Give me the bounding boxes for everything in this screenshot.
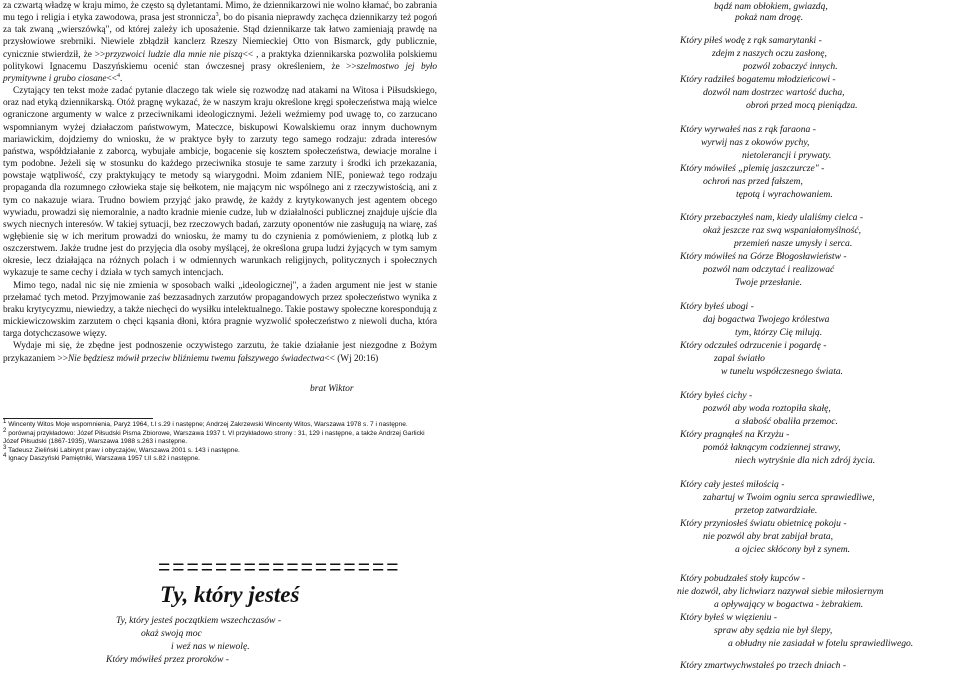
paragraph-2: Czytający ten tekst może zadać pytanie dlaczego tak wiele się rozwodzę nad atakami na Witosa i Piłsudskiego, oraz nad etyką dziennikarską. Otóż pragnę wykazać, że w naszym kraju określone kręgi społeczeństwa mają wielce ograniczone argumenty w walce z przeciwnikami ideologicznymi. Jeżeli weźmiemy pod uwagę to, co zarzucano wspomnianym wyżej działaczom państwowym, Mateczce, biskupowi Kowalskiemu oraz innym duchownym mariawickim, dojdziemy do wniosku, że w praktyce były to zarzuty tego samego rodzaju: zdrada interesów państwa, współdziałanie z zaborcą, wybujałe ambicje, bogacenie się kosztem społeczeństwa, dewiacje moralne i tym podobne. Jeżeli się w stosunku do każdego przeciwnika stosuje te same zarzuty i środki ich przekazania, powstaje wątpliwość, czy praktykujący te metody są wiarygodni. Moim zdaniem NIE, ponieważ tego rodzaju propaganda dla rozumnego człowieka staje się bełkotem, nie mającym nic wspólnego ani z rzeczywistością, ani z tym co nakazuje wiara. Trudno bowiem przyjąć jako prawdę, że każdy z krytykowanych jest agentem obcego wywiadu, prowadzi się niemoralnie, a nadto kradnie mienie cudze, lub w działalności publicznej znajduje ujście dla swych niecnych interesów. W takiej sytuacji, bez rzeczowych badań, zarzuty oponentów nie zasługują na wiarę, zaś wgłębienie się w ich meritum prowadzi do wniosku, że mamy tu do czynienia z pomówieniem, z plotką lub z oszczerstwem. Jakże trudne jest do przyjęcia dla osoby myślącej, że określona grupa ludzi żyjących w tym samym okresie, lecz działająca na różnych polach i w odmiennych warunkach religijnych, politycznych i społecznych wykazuje te same cechy i działa w tych samych intencjach. xyxy=(3,86,437,279)
poem-line: spraw aby sędzia nie był ślepy, xyxy=(714,625,833,636)
poem-line: Który odczułeś odrzucenie i pogardę - xyxy=(680,340,827,351)
poem-line: i weź nas w niewolę. xyxy=(171,641,250,652)
poem-line: Który mówiłeś na Górze Błogosławieństw - xyxy=(680,251,847,262)
poem-line: Który mówiłeś „plemię jaszczurcze" - xyxy=(680,163,825,174)
poem-line: Który cały jesteś miłością - xyxy=(680,479,785,490)
poem-line: tym, którzy Cię milują. xyxy=(735,327,823,338)
footnote-1: $^1$ Wincenty Witos Moje wspomnienia, Paryż 1964, t.I s.29 i następne; Andrzej Zakrzewski Wincenty Witos, Warszawa 1978 s. 7 i następne. xyxy=(3,418,408,428)
footnote-ref-4: 4 xyxy=(117,72,121,79)
poem-line: a obłudny nie zasiadał w fotelu sprawiedliwego. xyxy=(728,638,914,649)
footnote-3: $^3$ Tadeusz Zieliński Labirynt praw i obyczajów, Warszawa 2001 s. 143 i następne. xyxy=(3,444,240,454)
poem-line: pokaż nam drogę. xyxy=(735,12,804,23)
poem-line: pozwól zobaczyć innych. xyxy=(743,61,838,72)
footnote-4: $^4$ Ignacy Daszyński Pamiętniki, Warszawa 1957 t.II s.82 i następne. xyxy=(3,453,200,463)
poem-line: a ojciec skłócony był z synem. xyxy=(735,544,851,555)
poem-line: Który przebaczyłeś nam, kiedy ulaliśmy cielca - xyxy=(680,212,864,223)
poem-line: Który przyniosłeś światu obietnicę pokoju - xyxy=(680,518,847,529)
paragraph-3: Mimo tego, nadal nic się nie zmienia w sposobach walki „ideologicznej", a żaden argument nie jest w stanie przełamać tych metod. Przyjmowanie zaś bezzasadnych zarzutów propagandowych przez społeczeństwo wynika z braku krytycyzmu, niewiedzy, a także niechęci do wysiłku intelektualnego. Takie postawy społeczne korespondują z mickiewiczowskim zarzutem o chęci kąsania dłoni, która pragnie wyzwolić społeczeństwo z niewoli ducha, która targa dotychczasowe więzy. xyxy=(3,280,437,340)
poem-line: a opływający w bogactwa - żebrakiem. xyxy=(714,599,864,610)
poem-line: Który piłeś wodę z rąk samarytanki - xyxy=(680,35,822,46)
poem-line: pozwól aby woda roztopiła skałę, xyxy=(703,403,831,414)
footnote-divider xyxy=(3,418,153,419)
poem-line: pomóż łaknącym codziennej strawy, xyxy=(703,442,841,453)
section-separator: ================= xyxy=(158,556,401,579)
bismarck-quote: przyzwoici ludzie dla mnie nie piszą xyxy=(105,49,243,60)
poem-line: Ty, który jesteś początkiem wszechczasów - xyxy=(116,615,282,626)
poem-line: zdejm z naszych oczu zasłonę, xyxy=(712,48,827,59)
poem-line: zahartuj w Twoim ogniu serca sprawiedliwe, xyxy=(703,492,875,503)
poem-line: a słabość obaliła przemoc. xyxy=(735,416,838,427)
poem-line: Który mówiłeś przez proroków - xyxy=(106,654,229,665)
footnotes xyxy=(3,418,437,464)
poem-line: w tunelu współczesnego świata. xyxy=(721,366,844,377)
poem-line: zapal światło xyxy=(714,353,765,364)
poem-line: Który wyrwałeś nas z rąk faraona - xyxy=(680,124,816,135)
poem-line: ochroń nas przed fałszem, xyxy=(703,176,803,187)
poem-line: tępotą i wyrachowaniem. xyxy=(736,189,833,200)
poem-line: daj bogactwa Twojego królestwa xyxy=(703,314,830,325)
footnote-2: $^2$ porównaj przykładowo: Józef Piłsudski Pisma Zbiorowe, Warszawa 1937 t. VI przykładowo strony : 31, 129 i następne, a także Andrzej Garlicki Józef Piłsudski (1867-1935), Warszawa 1988 s.263 i następne. xyxy=(3,427,425,446)
poem-line: okaż swoją moc xyxy=(141,628,202,639)
poem-line: przetop zatwardziałe. xyxy=(735,505,818,516)
paragraph-1: za czwartą władzę w kraju mimo, że często są dyletantami. Mimo, że dziennikarzowi nie wolno kłamać, bo zabrania mu tego i religia i etyka zawodowa, prasa jest stronnicza$^3$, bo do pisania nieprawdy zachęca dziennikarzy też pogoń za tak zwaną „wierszówką", od której zależy ich uposażenie. Stąd dziennikarze tak łatwo zamieniają prawdę na przysłowiowe srebrniki. Niewiele zbłądził kanclerz Rzeszy Niemieckiej Otto von Bismarck, gdy publicznie, cynicznie stwierdził, że >>przyzwoici ludzie dla mnie nie piszą<< , a praktyka dziennikarska pozwoliła polskiemu politykowi Ignacemu Daszyńskiemu ocenić stan ówczesnej prasy określeniem, że >>szelmostwo jej było prymitywne i grubo ciosane<<$^4$. xyxy=(3,1,437,84)
main-text-column xyxy=(3,0,437,365)
poem-line: Który zmartwychwstałeś po trzech dniach - xyxy=(680,660,847,671)
poem-line: Twoje przesłanie. xyxy=(735,277,802,288)
poem-line: Który byłeś cichy - xyxy=(680,390,753,401)
poem-line: bądź nam obłokiem, gwiazdą, xyxy=(714,1,828,12)
poem-line: pozwól nam odczytać i realizować xyxy=(703,264,835,275)
poem-line: dozwól nam dostrzec wartość ducha, xyxy=(703,87,845,98)
poem-line: nietolerancji i prywaty. xyxy=(742,150,832,161)
main-prose xyxy=(3,0,437,365)
poem-line: nie dozwól, aby lichwiarz nazywał siebie miłosiernym xyxy=(677,586,884,597)
poem-line: okaż jeszcze raz swą wspaniałomyślność, xyxy=(703,225,862,236)
paragraph-4: Wydaje mi się, że zbędne jest podnoszenie oczywistego zarzutu, że takie działanie jest niezgodne z Bożym przykazaniem >>Nie będziesz mówił przeciw bliźniemu twemu fałszywego świadectwa<< (Wj 20:16) xyxy=(3,341,437,364)
poem-line: niech wytryśnie dla nich zdrój życia. xyxy=(735,455,876,466)
poem-line: wyrwij nas z okowów pychy, xyxy=(701,137,810,148)
poem-line: Który radziłeś bogatemu młodzieńcowi - xyxy=(680,74,836,85)
poem-line: przemień nasze umysły i serca. xyxy=(734,238,853,249)
daszynski-quote: szelmostwo jej było prymitywne i grubo ciosane xyxy=(3,61,437,84)
poem-line: Który byłeś w więzieniu - xyxy=(680,612,777,623)
poem-line: Który pobudzałeś stoły kupców - xyxy=(680,573,806,584)
commandment-quote: Nie będziesz mówił przeciw bliźniemu twemu fałszywego świadectwa xyxy=(67,353,325,364)
poem-title: Ty, który jesteś xyxy=(160,582,300,607)
footnote-ref-3: 3 xyxy=(215,12,219,19)
poem-line: nie pozwól aby brat zabijał brata, xyxy=(703,531,834,542)
poem-line: obroń przed mocą pieniądza. xyxy=(746,100,858,111)
signature: brat Wiktor xyxy=(310,384,354,394)
poem-line: Który byłeś ubogi - xyxy=(680,301,754,312)
poem-line: Który pragnąłeś na Krzyżu - xyxy=(680,429,790,440)
